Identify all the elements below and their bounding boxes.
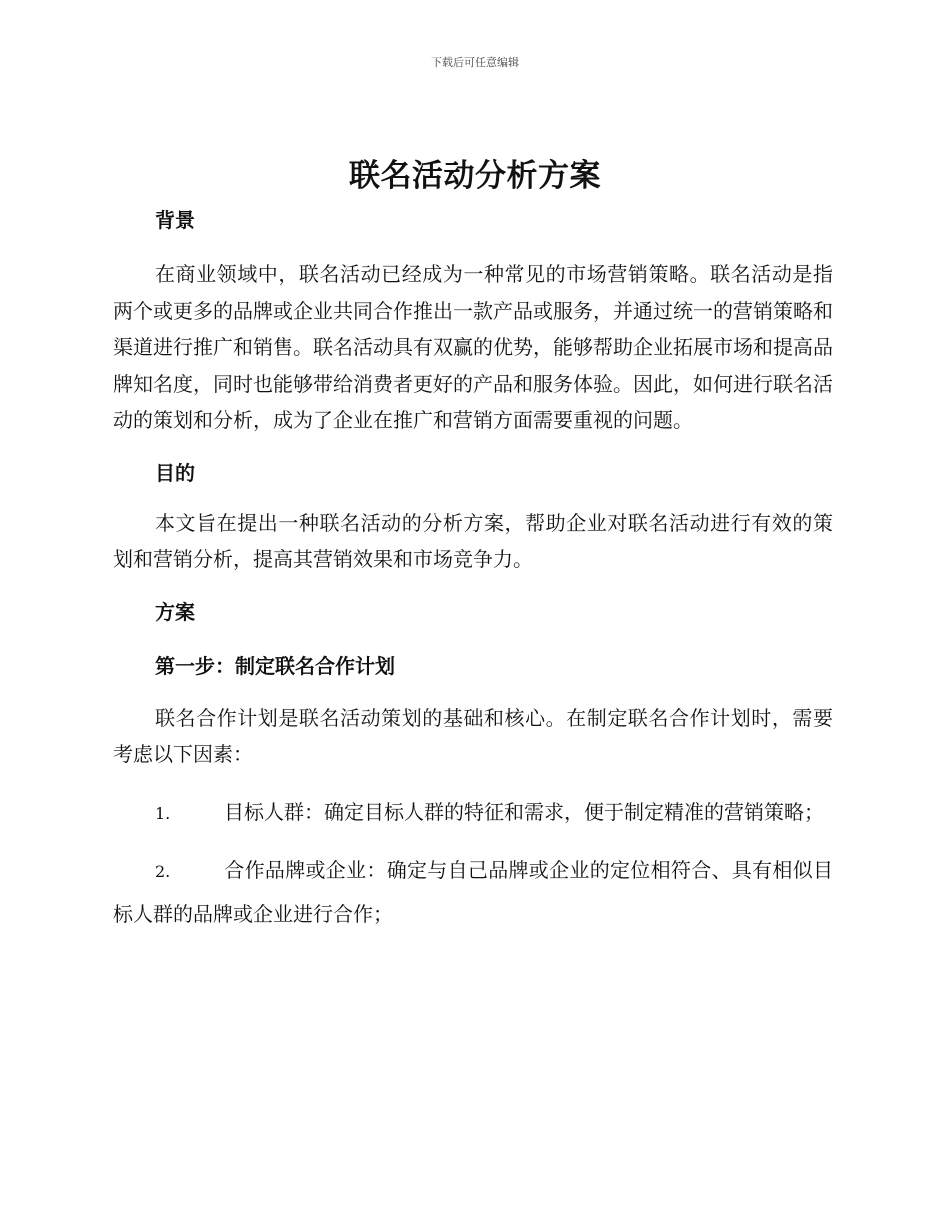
- paragraph-purpose: 本文旨在提出一种联名活动的分析方案，帮助企业对联名活动进行有效的策划和营销分析，提高其营销效果和市场竞争力。: [113, 510, 833, 571]
- list-item-number: 1.: [155, 803, 171, 823]
- list-item: [113, 849, 833, 935]
- heading-step-1: 第一步：制定联名合作计划: [155, 653, 395, 678]
- list-item: [113, 791, 833, 835]
- list-item-number: 2.: [155, 861, 171, 881]
- paragraph-background: 在商业领域中，联名活动已经成为一种常见的市场营销策略。联名活动是指两个或更多的品牌或企业共同合作推出一款产品或服务，并通过统一的营销策略和渠道进行推广和销售。联名活动具有双赢的优势，能够帮助企业拓展市场和提高品牌知名度，同时也能够带给消费者更好的产品和服务体验。因此，如何进行联名活动的策划和分析，成为了企业在推广和营销方面需要重视的问题。: [113, 262, 833, 432]
- paragraph-step-1: 联名合作计划是联名活动策划的基础和核心。在制定联名合作计划时，需要考虑以下因素：: [113, 705, 833, 766]
- list-item-text: 目标人群：确定目标人群的特征和需求，便于制定精准的营销策略；: [224, 799, 824, 824]
- list-item-text: 合作品牌或企业：确定与自己品牌或企业的定位相符合、具有相似目标人群的品牌或企业进行合作；: [113, 857, 833, 926]
- page-header: 下载后可任意编辑: [431, 56, 519, 69]
- heading-purpose: 目的: [155, 460, 195, 485]
- document-title: 联名活动分析方案: [349, 158, 601, 194]
- heading-plan: 方案: [155, 599, 195, 624]
- document-body: [113, 200, 833, 935]
- heading-background: 背景: [155, 208, 195, 232]
